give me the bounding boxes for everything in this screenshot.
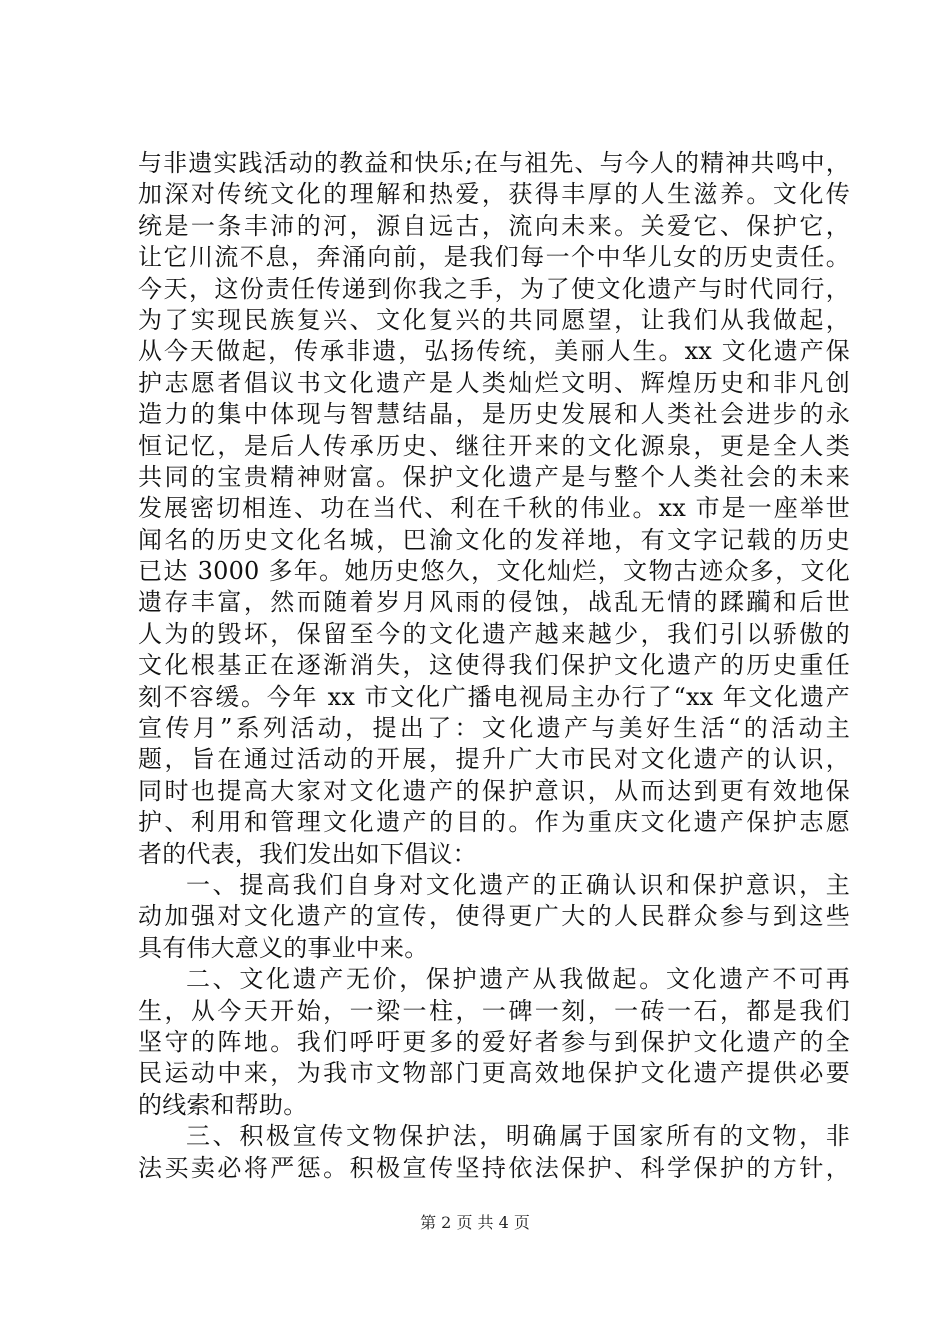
text-line: 文化根基正在逐渐消失，这使得我们保护文化遗产的历史重任 — [138, 651, 850, 680]
text-line: 动加强对文化遗产的宣传，使得更广大的人民群众参与到这些 — [138, 902, 850, 931]
text-line: 二、文化遗产无价，保护遗产从我做起。文化遗产不可再 — [186, 965, 850, 994]
text-line: 人为的毁坏，保留至今的文化遗产越来越少，我们引以骄傲的 — [138, 619, 850, 648]
text-line: 民运动中来，为我市文物部门更高效地保护文化遗产提供必要 — [138, 1059, 850, 1088]
text-line: 题，旨在通过活动的开展，提升广大市民对文化遗产的认识， — [138, 745, 850, 774]
text-line: 坚守的阵地。我们呼吁更多的爱好者参与到保护文化遗产的全 — [138, 1027, 850, 1056]
text-line: 共同的宝贵精神财富。保护文化遗产是与整个人类社会的未来 — [138, 462, 850, 491]
text-line: 护志愿者倡议书文化遗产是人类灿烂文明、辉煌历史和非凡创 — [138, 368, 850, 397]
text-line: 让它川流不息，奔涌向前，是我们每一个中华儿女的历史责任。 — [138, 243, 850, 272]
text-line: 造力的集中体现与智慧结晶，是历史发展和人类社会进步的永 — [138, 400, 850, 429]
page-number-footer: 第 2 页 共 4 页 — [420, 1213, 530, 1232]
text-line: 与非遗实践活动的教益和快乐;在与祖先、与今人的精神共鸣中， — [138, 149, 850, 177]
text-line: 遗存丰富，然而随着岁月风雨的侵蚀，战乱无情的蹂躏和后世 — [138, 588, 850, 617]
text-line: 加深对传统文化的理解和热爱，获得丰厚的人生滋养。文化传 — [138, 180, 850, 209]
text-line: 今天，这份责任传递到你我之手，为了使文化遗产与时代同行， — [138, 274, 850, 303]
text-line: 已达 3000 多年。她历史悠久，文化灿烂，文物古迹众多，文化 — [138, 557, 850, 586]
text-line: 为了实现民族复兴、文化复兴的共同愿望，让我们从我做起， — [138, 305, 850, 334]
text-line: 三、积极宣传文物保护法，明确属于国家所有的文物，非 — [186, 1122, 850, 1151]
text-line: 的线索和帮助。 — [138, 1090, 308, 1119]
text-line: 法买卖必将严惩。积极宣传坚持依法保护、科学保护的方针， — [138, 1153, 850, 1182]
text-line: 宣传月”系列活动，提出了：文化遗产与美好生活“的活动主 — [138, 714, 850, 743]
text-line: 生，从今天开始，一梁一柱，一碑一刻，一砖一石，都是我们 — [138, 996, 850, 1025]
text-line: 发展密切相连、功在当代、利在千秋的伟业。xx 市是一座举世 — [138, 494, 850, 523]
document-body — [138, 148, 850, 1184]
text-line: 一、提高我们自身对文化遗产的正确认识和保护意识，主 — [186, 870, 850, 899]
text-line: 者的代表，我们发出如下倡议： — [138, 839, 477, 868]
text-line: 恒记忆，是后人传承历史、继往开来的文化源泉，更是全人类 — [138, 431, 850, 460]
text-line: 护、利用和管理文化遗产的目的。作为重庆文化遗产保护志愿 — [138, 808, 850, 837]
text-line: 同时也提高大家对文化遗产的保护意识，从而达到更有效地保 — [138, 776, 850, 805]
text-line: 具有伟大意义的事业中来。 — [138, 933, 429, 962]
text-line: 统是一条丰沛的河，源自远古，流向未来。关爱它、保护它， — [138, 211, 850, 240]
text-line: 闻名的历史文化名城，巴渝文化的发祥地，有文字记载的历史 — [138, 525, 850, 554]
text-line: 刻不容缓。今年 xx 市文化广播电视局主办行了“xx 年文化遗产 — [138, 682, 850, 711]
text-line: 从今天做起，传承非遗，弘扬传统，美丽人生。xx 文化遗产保 — [138, 337, 850, 366]
